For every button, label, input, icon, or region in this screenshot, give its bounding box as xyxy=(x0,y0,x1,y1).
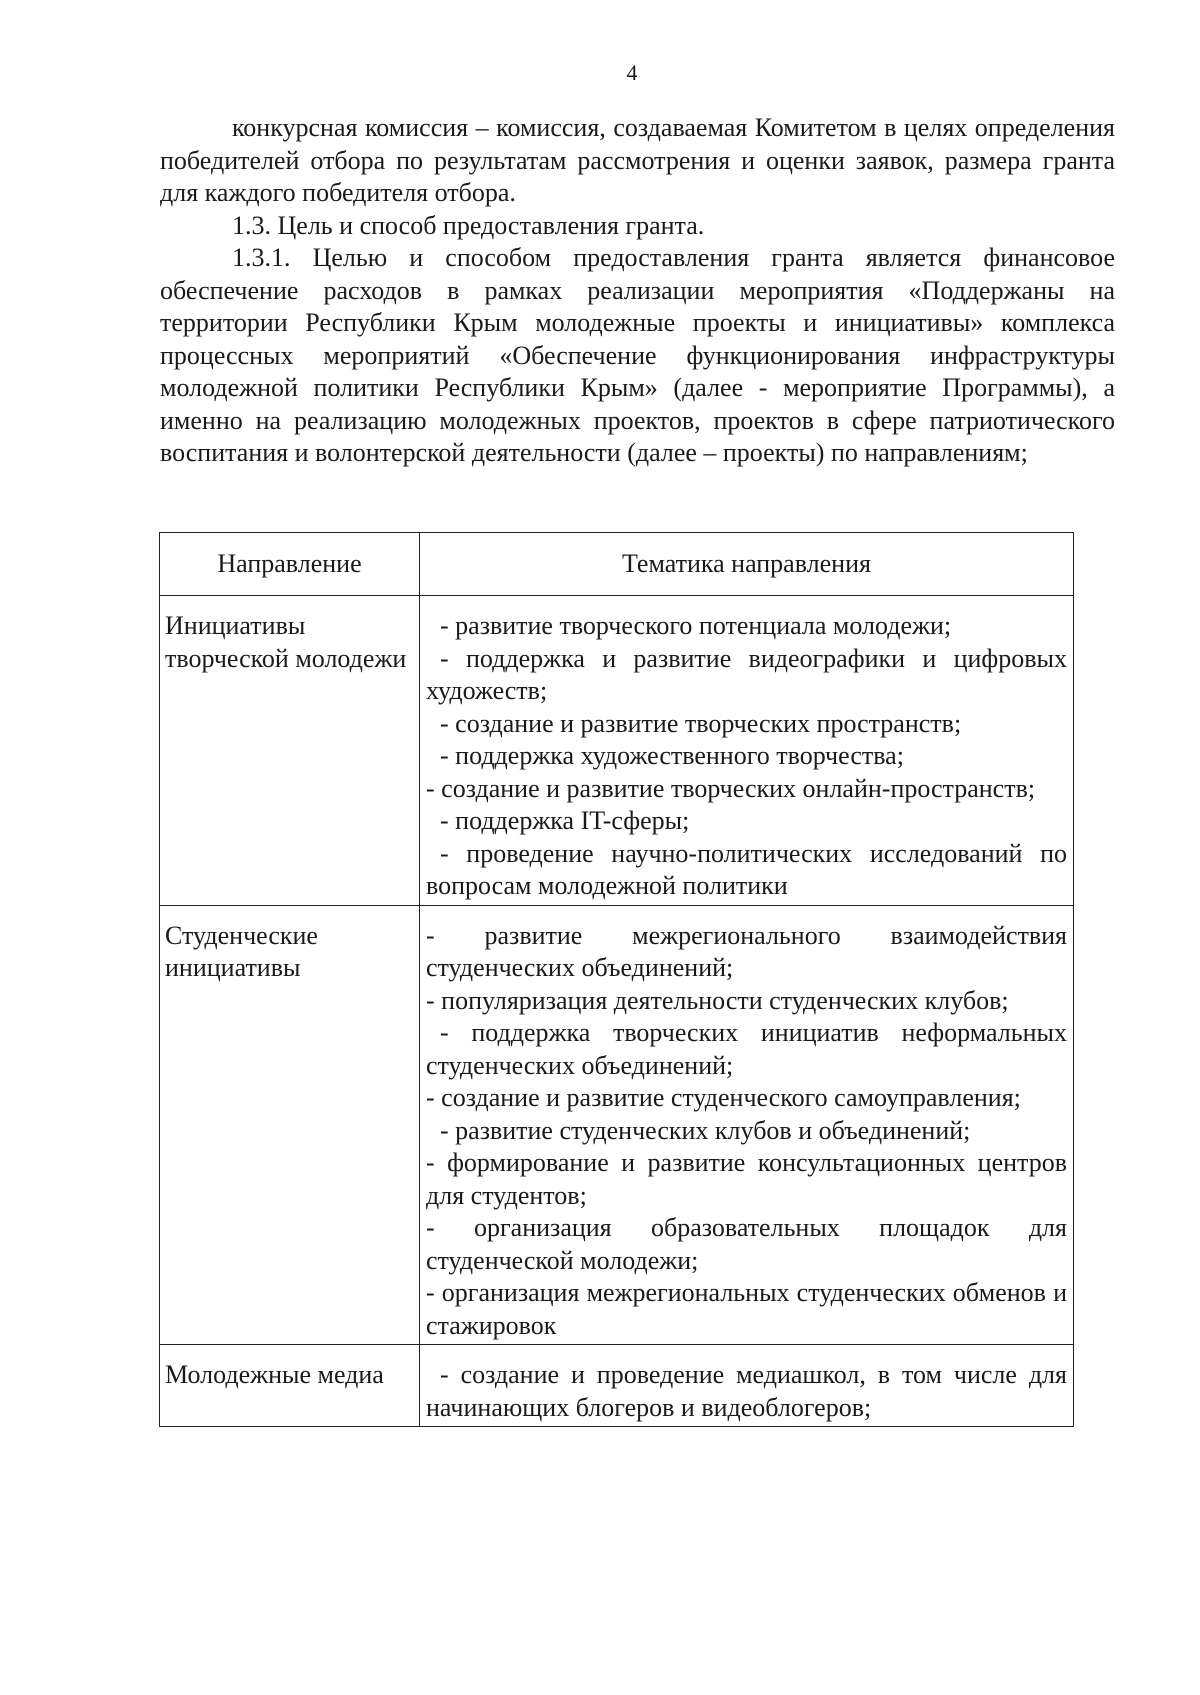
topic-item: - поддержка творческих инициатив неформальных студенческих объединений; xyxy=(426,1018,1067,1080)
topic-item: - создание и развитие студенческого самоуправления; xyxy=(426,1083,1021,1112)
topic-item: - поддержка IT-сферы; xyxy=(440,806,690,835)
topic-item: - поддержка и развитие видеографики и цифровых художеств; xyxy=(426,643,1067,705)
table-header-topics: Тематика направления xyxy=(420,533,1074,596)
topics-cell xyxy=(420,905,1074,1345)
topic-item: - создание и проведение медиашкол, в том числе для начинающих блогеров и видеоблогеров; xyxy=(426,1360,1067,1422)
table-header-direction: Направление xyxy=(160,533,420,596)
paragraph-section-1-3: 1.3. Цель и способ предоставления гранта. xyxy=(232,210,705,240)
paragraph-commission-definition: конкурсная комиссия – комиссия, создаваемая Комитетом в целях определения победителей отбора по результатам рассмотрения и оценки заявок, размера гранта для каждого победителя отбора. xyxy=(160,113,1115,207)
topic-item: - развитие межрегионального взаимодействия студенческих объединений; xyxy=(426,920,1067,982)
page-number: 4 xyxy=(626,60,638,85)
topic-item: - формирование и развитие консультационных центров для студентов; xyxy=(426,1148,1067,1210)
paragraph-section-1-3-1: 1.3.1. Целью и способом предоставления гранта является финансовое обеспечение расходов в рамках реализации мероприятия «Поддержаны на территории Республики Крым молодежные проекты и инициативы» комплекса процессных мероприятий «Обеспечение функционирования инфраструктуры молодежной политики Республики Крым» (далее - мероприятие Программы), а именно на реализацию молодежных проектов, проектов в сфере патриотического воспитания и волонтерской деятельности (далее – проекты) по направлениям; xyxy=(160,243,1115,467)
topic-item: - организация межрегиональных студенческих обменов и стажировок xyxy=(426,1278,1067,1340)
direction-cell: Молодежные медиа xyxy=(160,1345,420,1427)
topic-item: - организация образовательных площадок для студенческой молодежи; xyxy=(426,1213,1067,1275)
body-text xyxy=(160,112,1115,470)
topic-item: - создание и развитие творческих пространств; xyxy=(440,708,962,738)
topic-item: - популяризация деятельности студенческих клубов; xyxy=(426,985,1009,1015)
topic-item: - развитие студенческих клубов и объединений; xyxy=(440,1115,971,1145)
table-row xyxy=(160,905,1074,1345)
topics-cell xyxy=(420,596,1074,906)
directions-table xyxy=(159,532,1074,1427)
table-row xyxy=(160,1345,1074,1427)
topics-cell xyxy=(420,1345,1074,1427)
topic-item: - развитие творческого потенциала молодежи; xyxy=(440,611,952,640)
topic-item: - проведение научно-политических исследований по вопросам молодежной политики xyxy=(426,838,1067,900)
topic-item: - поддержка художественного творчества; xyxy=(440,741,904,770)
topic-item: - создание и развитие творческих онлайн-пространств; xyxy=(426,773,1036,803)
table-row xyxy=(160,596,1074,906)
direction-cell: Студенческие инициативы xyxy=(160,905,420,1345)
table-header-row xyxy=(160,533,1074,596)
direction-cell: Инициативы творческой молодежи xyxy=(160,596,420,906)
